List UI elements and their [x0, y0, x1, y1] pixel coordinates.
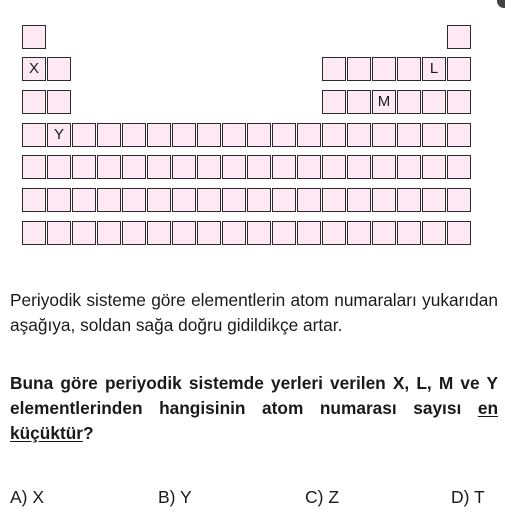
option-a[interactable]: A) X — [10, 487, 45, 507]
option-d[interactable]: D) T — [451, 487, 485, 507]
table-cell — [197, 188, 221, 212]
table-cell — [72, 221, 96, 245]
table-cell — [372, 57, 396, 81]
table-cell — [122, 221, 146, 245]
element-label-l: L — [429, 60, 439, 77]
table-cell — [347, 57, 371, 81]
question-emphasis: en küçüktür — [10, 398, 498, 443]
table-cell — [72, 123, 96, 147]
table-cell — [172, 155, 196, 179]
table-cell — [422, 155, 446, 179]
info-paragraph: Periyodik sisteme göre elementlerin atom numaraları yukarıdan aşağıya, soldan sağa doğru gidildikçe artar. — [10, 290, 498, 335]
table-cell — [372, 221, 396, 245]
question-part2: ? — [82, 423, 94, 443]
table-cell — [97, 123, 121, 147]
table-cell — [247, 123, 271, 147]
table-cell — [97, 155, 121, 179]
table-cell — [22, 57, 46, 81]
table-cell — [422, 221, 446, 245]
table-cell — [272, 221, 296, 245]
table-cell — [447, 188, 471, 212]
table-cell — [47, 155, 71, 179]
table-cell — [222, 155, 246, 179]
table-cell — [347, 188, 371, 212]
table-cell — [447, 221, 471, 245]
table-cell — [347, 155, 371, 179]
table-cell — [72, 188, 96, 212]
table-cell — [47, 221, 71, 245]
table-cell — [47, 188, 71, 212]
table-cell — [22, 221, 46, 245]
table-cell — [297, 188, 321, 212]
question-part1: Buna göre periyodik sistemde yerleri verilen X, L, M ve Y elementlerinden hangisinin atom numarası sayısı — [10, 373, 498, 418]
table-cell — [172, 123, 196, 147]
table-cell — [372, 123, 396, 147]
table-cell — [447, 57, 471, 81]
table-cell — [197, 123, 221, 147]
table-cell — [122, 123, 146, 147]
table-cell — [222, 221, 246, 245]
table-cell — [72, 155, 96, 179]
table-cell — [397, 188, 421, 212]
table-cell — [147, 188, 171, 212]
table-cell — [297, 123, 321, 147]
table-cell — [97, 221, 121, 245]
table-cell — [322, 188, 346, 212]
option-b[interactable]: B) Y — [158, 487, 192, 507]
table-cell — [172, 188, 196, 212]
table-cell — [322, 123, 346, 147]
table-cell — [447, 90, 471, 114]
table-cell — [397, 90, 421, 114]
table-cell — [422, 188, 446, 212]
element-label-m: M — [377, 93, 391, 110]
table-cell — [272, 155, 296, 179]
table-cell — [372, 90, 396, 114]
table-cell — [147, 155, 171, 179]
table-cell — [447, 155, 471, 179]
table-cell — [247, 221, 271, 245]
table-cell — [172, 221, 196, 245]
table-cell — [22, 123, 46, 147]
table-cell — [47, 90, 71, 114]
corner-mark-icon — [497, 0, 505, 8]
table-cell — [97, 188, 121, 212]
table-cell — [322, 57, 346, 81]
table-cell — [322, 90, 346, 114]
table-cell — [22, 90, 46, 114]
element-label-y: Y — [53, 126, 64, 143]
periodic-table — [0, 0, 505, 260]
table-cell — [397, 221, 421, 245]
element-label-x: X — [28, 60, 39, 77]
table-cell — [447, 123, 471, 147]
table-cell — [147, 221, 171, 245]
table-cell — [297, 155, 321, 179]
table-cell — [347, 221, 371, 245]
table-cell — [422, 123, 446, 147]
option-c[interactable]: C) Z — [305, 487, 340, 507]
table-cell — [272, 123, 296, 147]
table-cell — [347, 90, 371, 114]
table-cell — [322, 221, 346, 245]
table-cell — [47, 57, 71, 81]
table-cell — [197, 221, 221, 245]
table-cell — [347, 123, 371, 147]
table-cell — [272, 188, 296, 212]
table-cell — [297, 221, 321, 245]
table-cell — [372, 188, 396, 212]
table-cell — [197, 155, 221, 179]
table-cell — [222, 123, 246, 147]
table-cell — [322, 155, 346, 179]
table-cell — [397, 123, 421, 147]
table-cell — [147, 123, 171, 147]
table-cell — [22, 25, 46, 49]
question-text — [10, 371, 498, 446]
table-cell — [422, 90, 446, 114]
table-cell — [247, 188, 271, 212]
table-cell — [397, 57, 421, 81]
table-cell — [122, 155, 146, 179]
table-cell — [372, 155, 396, 179]
answer-options — [10, 487, 498, 513]
table-cell — [47, 123, 71, 147]
table-cell — [422, 57, 446, 81]
table-cell — [247, 155, 271, 179]
table-cell — [22, 155, 46, 179]
table-cell — [447, 25, 471, 49]
table-cell — [222, 188, 246, 212]
table-cell — [397, 155, 421, 179]
table-cell — [22, 188, 46, 212]
table-cell — [122, 188, 146, 212]
